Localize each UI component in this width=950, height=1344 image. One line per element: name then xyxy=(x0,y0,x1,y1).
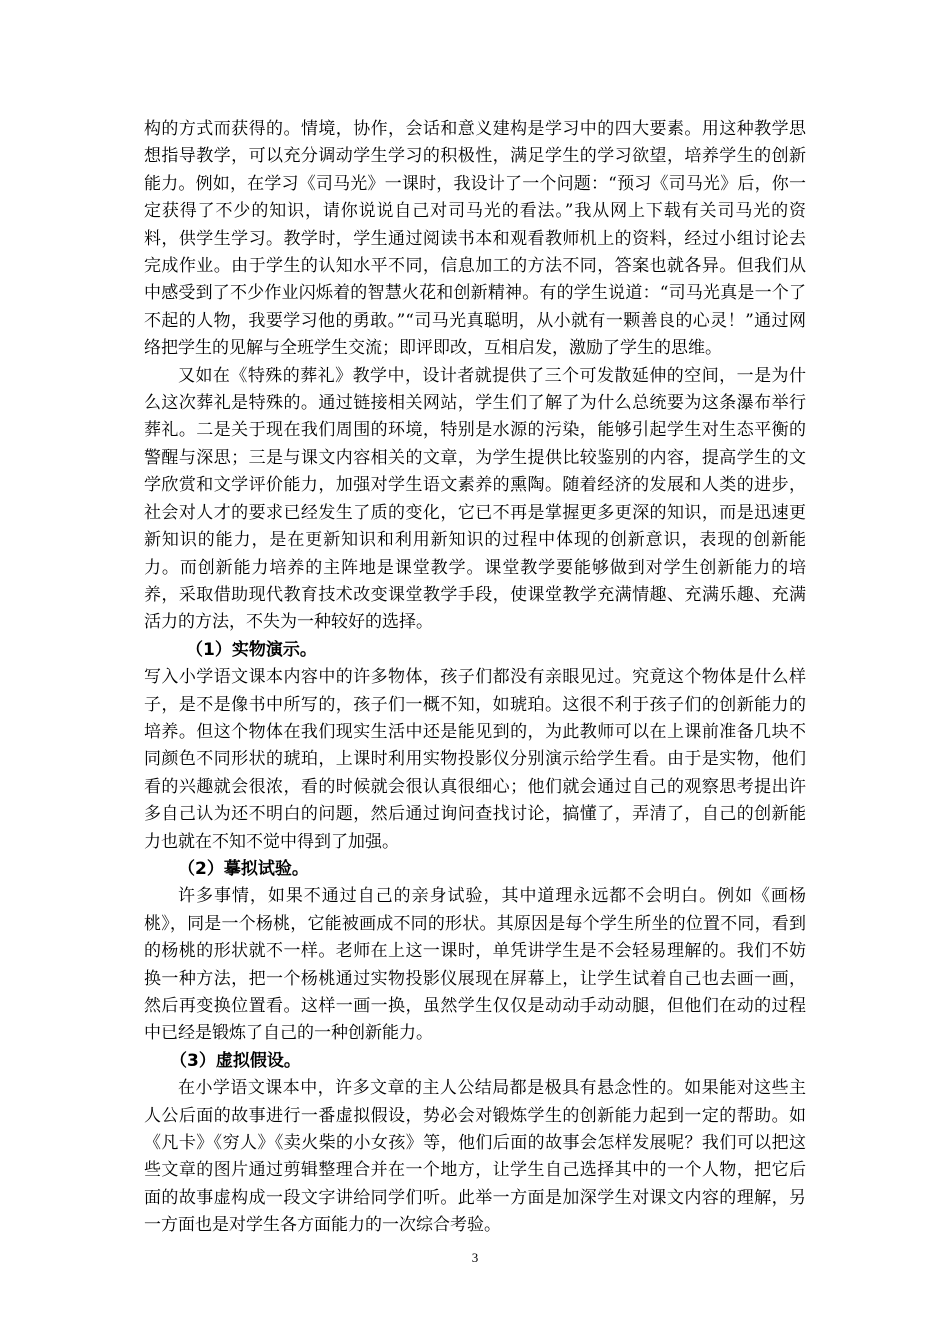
paragraph-virtual-hypothesis: 在小学语文课本中，许多文章的主人公结局都是极具有悬念性的。如果能对这些主人公后面的故事进行一番虚拟假设，势必会对锻炼学生的创新能力起到一定的帮助。如《凡卡》《穷人》《卖火柴的小女孩》等，他们后面的故事会怎样发展呢？我们可以把这些文章的图片通过剪辑整理合并在一个地方，让学生自己选择其中的一个人物，把它后面的故事虚构成一段文字讲给同学们听。此举一方面是加深学生对课文内容的理解，另一方面也是对学生各方面能力的一次综合考验。 xyxy=(144,1078,806,1236)
paragraph-object-demo: 写入小学语文课本内容中的许多物体，孩子们都没有亲眼见过。究竟这个物体是什么样子，是不是像书中所写的，孩子们一概不知，如琥珀。这很不利于孩子们的创新能力的培养。但这个物体在我们现实生活中还是能见到的，为此教师可以在上课前准备几块不同颜色不同形状的琥珀，上课时利用实物投影仪分别演示给学生看。由于是实物，他们看的兴趣就会很浓，看的时候就会很认真很细心；他们就会通过自己的观察思考提出许多自己认为还不明白的问题，然后通过询问查找讨论，搞懂了，弄清了，自己的创新能力也就在不知不觉中得到了加强。 xyxy=(144,667,806,852)
section-heading-object-demo: （1）实物演示。 xyxy=(186,639,317,660)
paragraph-funeral-example: 又如在《特殊的葬礼》教学中，设计者就提供了三个可发散延伸的空间，一是为什么这次葬礼是特殊的。通过链接相关网站，学生们了解了为什么总统要为这条瀑布举行葬礼。二是关于现在我们周围的环境，特别是水源的污染，能够引起学生对生态平衡的警醒与深思；三是与课文内容相关的文章，为学生提供比较鉴别的内容，提高学生的文学欣赏和文学评价能力，加强对学生语文素养的熏陶。随着经济的发展和人类的进步，社会对人才的要求已经发生了质的变化，它已不再是掌握更多更深的知识，而是迅速更新知识的能力，是在更新知识和利用新知识的过程中体现的创新意识，表现的创新能力。而创新能力培养的主阵地是课堂教学。课堂教学要能够做到对学生创新能力的培养，采取借助现代教育技术改变课堂教学手段，使课堂教学充满情趣、充满乐趣、充满活力的方法，不失为一种较好的选择。 xyxy=(144,365,806,633)
section-heading-virtual-hypothesis: （3）虚拟假设。 xyxy=(170,1050,301,1071)
page-number: 3 xyxy=(471,1250,479,1265)
document-body xyxy=(144,116,806,1240)
paragraph-continuation: 构的方式而获得的。情境，协作，会话和意义建构是学习中的四大要素。用这种教学思想指导教学，可以充分调动学生学习的积极性，满足学生的学习欲望，培养学生的创新能力。例如，在学习《司马光》一课时，我设计了一个问题：“预习《司马光》后，你一定获得了不少的知识，请你说说自己对司马光的看法。”我从网上下载有关司马光的资料，供学生学习。教学时，学生通过阅读书本和观看教师机上的资料，经过小组讨论去完成作业。由于学生的认知水平不同，信息加工的方法不同，答案也就各异。但我们从中感受到了不少作业闪烁着的智慧火花和创新精神。有的学生说道：“司马光真是一个了不起的人物，我要学习他的勇敢。”“司马光真聪明，从小就有一颗善良的心灵！”通过网络把学生的见解与全班学生交流；即评即改，互相启发，激励了学生的思维。 xyxy=(144,119,806,359)
section-heading-simulated-test: （2）摹拟试验。 xyxy=(178,858,309,879)
paragraph-simulated-test: 许多事情，如果不通过自己的亲身试验，其中道理永远都不会明白。例如《画杨桃》，同是一个杨桃，它能被画成不同的形状。其原因是每个学生所坐的位置不同，看到的杨桃的形状就不一样。老师在上这一课时，单凭讲学生是不会轻易理解的。我们不妨换一种方法，把一个杨桃通过实物投影仪展现在屏幕上，让学生试着自己也去画一画，然后再变换位置看。这样一画一换，虽然学生仅仅是动动手动动腿，但他们在动的过程中已经是锻炼了自己的一种创新能力。 xyxy=(144,886,806,1044)
